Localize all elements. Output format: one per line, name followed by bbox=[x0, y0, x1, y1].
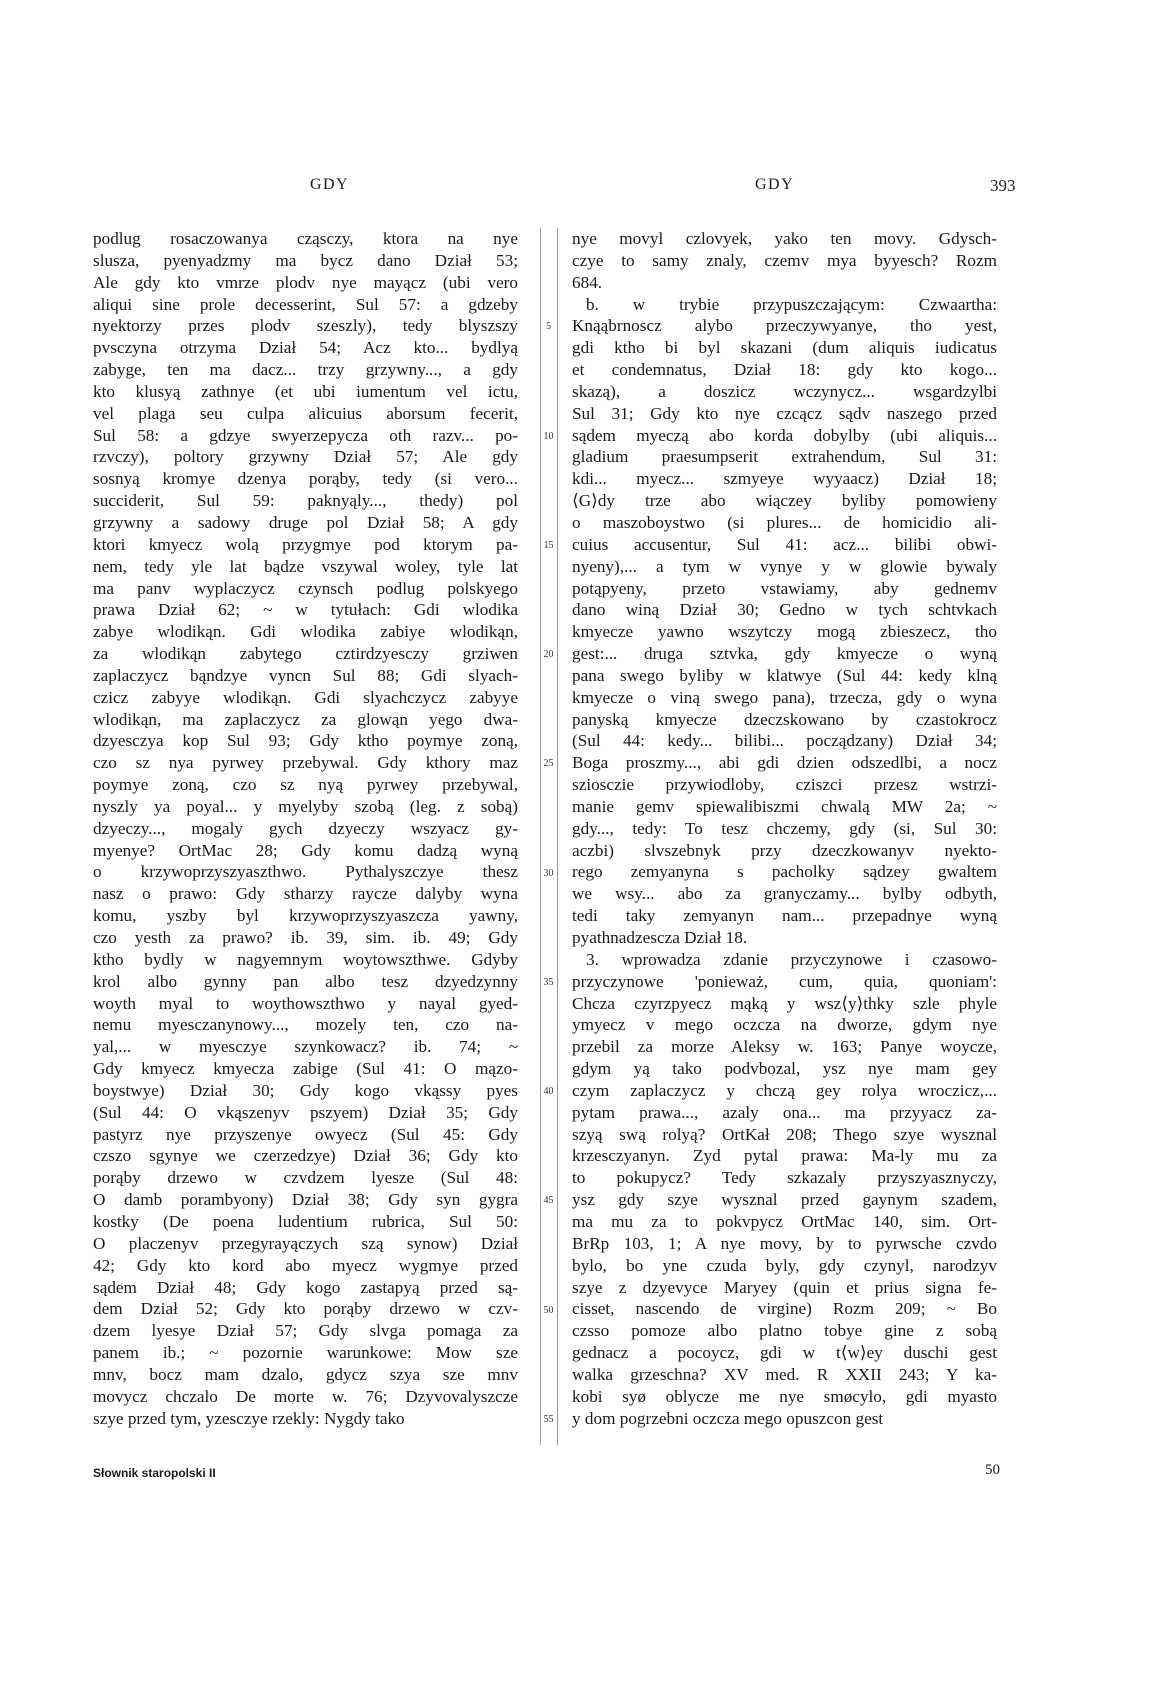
text-line: 42; Gdy kto kord abo myecz wygmye przed bbox=[93, 1255, 518, 1275]
text-line: nyeny),... a tym w vynye y w glowie bywaly bbox=[572, 556, 997, 576]
column-rule-right bbox=[557, 228, 558, 1445]
text-line: boystwye) Dział 30; Gdy kogo vkąssy pyes bbox=[93, 1080, 518, 1100]
text-line: krzesczyanyn. Zyd pytal prawa: Ma-ly mu za bbox=[572, 1146, 997, 1166]
text-line: pytam prawa..., azaly ona... ma przyyacz za- bbox=[572, 1102, 997, 1122]
text-line: kobi syø oblycze me nye smøcylo, gdi myasto bbox=[572, 1386, 997, 1406]
text-line: kmyecze o viną swego pana), trzecza, gdy o wyna bbox=[572, 687, 997, 707]
running-head-left: GDY bbox=[310, 176, 350, 193]
text-line: ktho bydly w nagyemnym woytowszthwe. Gdyby bbox=[93, 949, 518, 969]
text-line: szyą swą rolyą? OrtKał 208; Thego szye wysznal bbox=[572, 1124, 997, 1144]
text-line: o maszoboystwo (si plures... de homicidio ali- bbox=[572, 512, 997, 532]
line-number: 55 bbox=[543, 1413, 554, 1425]
text-line: czo sz nya pyrwey przebywal. Gdy kthory maz bbox=[93, 753, 518, 773]
text-line: ma panv wyplaczycz czynsch podlug polskyego bbox=[93, 578, 518, 598]
text-line: slusza, pyenyadzmy ma bycz dano Dział 53; bbox=[93, 250, 518, 270]
text-line: O damb porambyony) Dział 38; Gdy syn gygra bbox=[93, 1190, 518, 1210]
text-line: zabyge, ten ma dacz... trzy grzywny..., a gdy bbox=[93, 360, 518, 380]
text-line: szye z dzyevyce Maryey (quin et prius signa fe- bbox=[572, 1277, 997, 1297]
text-line: skazą), a doszicz wczynycz... wsgardzylbi bbox=[572, 381, 997, 401]
text-line: prawa Dział 62; ~ w tytułach: Gdi wlodika bbox=[93, 600, 518, 620]
text-line: panyską kmyecze dzeczskowano by czastokrocz bbox=[572, 709, 997, 729]
text-line: y dom pogrzebni oczcza mego opuszcon gest bbox=[572, 1408, 884, 1428]
text-line: czszo sgynye we czerzedzye) Dział 36; Gdy kto bbox=[93, 1146, 518, 1166]
line-number: 35 bbox=[543, 976, 554, 988]
text-line: manie gemv spiewalibiszmi chwalą MW 2a; ~ bbox=[572, 796, 997, 816]
text-line: BrRp 103, 1; A nye movy, by to pyrwsche czvdo bbox=[572, 1233, 997, 1253]
text-line: gdym yą tako podvbozal, ysz nye mam gey bbox=[572, 1059, 997, 1079]
text-line: przyczynowe 'ponieważ, cum, quia, quoniam': bbox=[572, 971, 997, 991]
footer-signature: Słownik staropolski II bbox=[93, 1466, 216, 1480]
text-line: gdy..., tedy: To tesz chczemy, gdy (si, Sul 30: bbox=[572, 818, 997, 838]
text-line: ⟨G⟩dy trze abo wiączey byliby pomowieny bbox=[572, 491, 997, 511]
text-line: mnv, bocz mam dzalo, gdycz szya sze mnv bbox=[93, 1364, 518, 1384]
line-number: 15 bbox=[543, 539, 554, 551]
text-line: czye to samy znaly, czemv mya byyesch? Rozm bbox=[572, 250, 997, 270]
text-line: dzem lyesye Dział 57; Gdy slvga pomaga za bbox=[93, 1321, 518, 1341]
line-number: 20 bbox=[543, 649, 554, 661]
text-line: gdi ktho bi byl skazani (dum aliquis iudicatus bbox=[572, 338, 997, 358]
text-line: ma mu za to pokvpycz OrtMac 140, sim. Ort- bbox=[572, 1211, 997, 1231]
text-line: movycz chczalo De morte w. 76; Dzyvovalyszcze bbox=[93, 1386, 518, 1406]
text-line: czicz zabyye wlodikąn. Gdi slyachczycz zabyye bbox=[93, 687, 518, 707]
text-line: ysz gdy szye wysznal przed gaynym szadem, bbox=[572, 1190, 997, 1210]
text-line: pyathnadzescza Dział 18. bbox=[572, 928, 748, 947]
text-line: to pokupycz? Tedy szkazaly przyszyasznyczy, bbox=[572, 1168, 997, 1188]
text-line: gladium praesumpserit extrahendum, Sul 31: bbox=[572, 447, 997, 467]
text-line: dzyesczya kop Sul 93; Gdy ktho poymye zoną, bbox=[93, 731, 518, 751]
text-line: cisset, nascendo de virgine) Rozm 209; ~ Bo bbox=[572, 1299, 997, 1319]
text-line: O placzenyv przegyrayączych szą synow) Dział bbox=[93, 1233, 518, 1253]
text-line: krol albo gynny pan albo tesz dzyedzynny bbox=[93, 971, 518, 991]
text-line: aczbi) slvszebnyk przy dzeczkowanyv nyekto- bbox=[572, 840, 997, 860]
text-line: nye movyl czlovyek, yako ten movy. Gdysch- bbox=[572, 229, 997, 248]
text-line: za wlodikąn zabytego cztirdzyesczy grziwen bbox=[93, 644, 518, 664]
text-line: rego zemyanyna s pacholky sądzey gwaltem bbox=[572, 862, 997, 882]
text-line: panem ib.; ~ pozornie warunkowe: Mow sze bbox=[93, 1343, 518, 1363]
text-line: pana swego byliby w klatwye (Sul 44: kedy klną bbox=[572, 665, 997, 685]
text-line: 684. bbox=[572, 272, 603, 292]
text-line: (Sul 44: O vkąszenyv pszyem) Dział 35; Gdy bbox=[93, 1102, 518, 1122]
text-line: sosnyą kromye dzenya porąby, tedy (si vero... bbox=[93, 469, 518, 489]
text-line: dano winą Dział 30; Gedno w tych schtvkach bbox=[572, 600, 997, 620]
text-line: potąpyeny, przeto vstawiamy, aby gednemv bbox=[572, 578, 997, 598]
text-line: Boga proszmy..., abi gdi dzien odszedlbi, a nocz bbox=[572, 753, 997, 773]
text-line: rzvczy), poltory grzywny Dział 57; Ale gdy bbox=[93, 447, 518, 467]
text-line: ktori kmyecz wolą przygmye pod ktorym pa- bbox=[93, 534, 518, 554]
text-line: wlodikąn, ma zaplaczycz za glowąn yego dwa- bbox=[93, 709, 518, 729]
text-line: pvsczyna otrzyma Dział 54; Acz kto... bydlyą bbox=[93, 338, 518, 358]
text-line: podlug rosaczowanya cząsczy, ktora na nye bbox=[93, 229, 518, 248]
text-line: Ale gdy kto vmrze plodv nye mayącz (ubi vero bbox=[93, 272, 518, 292]
text-line: woyth myal to woythowszthwo y nayal gyed- bbox=[93, 993, 518, 1013]
text-line: sziosczie przywiodloby, cziszci przesz wstrzi- bbox=[572, 775, 997, 795]
text-line: sądem myeczą abo korda dobylby (ubi aliquis... bbox=[572, 425, 997, 445]
text-line: (Sul 44: kedy... bilibi... począdzany) Dział 34; bbox=[572, 731, 997, 751]
text-line: dem Dział 52; Gdy kto porąby drzewo w czv- bbox=[93, 1299, 518, 1319]
text-line: aliqui sine prole decesserint, Sul 57: a gdzeby bbox=[93, 294, 518, 314]
text-line: Gdy kmyecz kmyecza zabige (Sul 41: O mązo- bbox=[93, 1059, 518, 1079]
text-line: ymyecz v mego oczcza na dworze, gdym nye bbox=[572, 1015, 997, 1035]
text-line: gest:... druga sztvka, gdy kmyecze o wyną bbox=[572, 644, 997, 664]
text-line: b. w trybie przypuszczającym: Czwaartha: bbox=[586, 294, 997, 314]
text-line: poymye zoną, czo sz nyą pyrwey przebywal, bbox=[93, 775, 518, 795]
right-column-text bbox=[572, 228, 997, 1429]
running-head-right: GDY bbox=[755, 176, 795, 193]
text-line: gednacz a pocoycz, gdi w t⟨w⟩ey duschi gest bbox=[572, 1343, 997, 1363]
text-line: kmyecze yawno wszytczy mogą zbieszecz, tho bbox=[572, 622, 997, 642]
text-line: Sul 58: a gdzye swyerzepycza oth razv... po- bbox=[93, 425, 518, 445]
text-line: Sul 31; Gdy kto nye czcącz sądv naszego przed bbox=[572, 403, 997, 423]
text-line: sądem Dział 48; Gdy kogo zastapyą przed są- bbox=[93, 1277, 518, 1297]
text-line: kdi... myecz... szmyeye wyyaacz) Dział 18; bbox=[572, 469, 997, 489]
text-line: tedi taky zemyanyn nam... przepadnye wyną bbox=[572, 906, 997, 926]
line-number: 10 bbox=[543, 430, 554, 442]
text-line: przebil za morze Aleksy w. 163; Panye woycze, bbox=[572, 1037, 997, 1057]
text-line: czo yesth za prawo? ib. 39, sim. ib. 49; Gdy bbox=[93, 928, 518, 947]
text-line: nyszly ya poyal... y myelyby szobą (leg. z sobą) bbox=[93, 796, 518, 816]
left-column-text bbox=[93, 228, 518, 1429]
text-line: kto klusyą zathnye (et ubi iumentum vel ictu, bbox=[93, 381, 518, 401]
text-line: succiderit, Sul 59: paknyąly..., thedy) pol bbox=[93, 491, 518, 511]
text-line: Chcza czyrzpyecz mąką y wsz⟨y⟩thky szle phyle bbox=[572, 993, 997, 1013]
text-line: grzywny a sadowy druge pol Dział 58; A gdy bbox=[93, 512, 518, 532]
text-line: myenye? OrtMac 28; Gdy komu dadzą wyną bbox=[93, 840, 518, 860]
text-line: czsso pomoze albo platno tobye gine z sobą bbox=[572, 1321, 997, 1341]
text-line: we wsy... abo za granyczamy... bylby odbyth, bbox=[572, 884, 997, 904]
text-line: bylo, bo yne czuda byly, gdy czynyl, narodzyv bbox=[572, 1255, 997, 1275]
text-line: pastyrz nye przyszenye owyecz (Sul 45: Gdy bbox=[93, 1124, 518, 1144]
line-number: 5 bbox=[546, 321, 551, 333]
text-line: Knąąbrnoscz alybo przeczywyanye, tho yest, bbox=[572, 316, 997, 336]
text-line: nemu myesczanynowy..., mozely ten, czo na- bbox=[93, 1015, 518, 1035]
text-line: komu, yszby byl krzywoprzyszyaszcza yawny, bbox=[93, 906, 518, 926]
text-line: dzyeczy..., mogaly gych dzyeczy wszyacz gy- bbox=[93, 818, 518, 838]
line-number: 50 bbox=[543, 1304, 554, 1316]
text-line: szye przed tym, yzesczye rzekly: Nygdy tako bbox=[93, 1408, 405, 1428]
text-line: 3. wprowadza zdanie przyczynowe i czasowo- bbox=[586, 949, 997, 969]
line-number: 40 bbox=[543, 1086, 554, 1098]
text-line: walka grzeschna? XV med. R XXII 243; Y ka- bbox=[572, 1364, 997, 1384]
text-line: vel plaga seu culpa alicuius aborsum fecerit, bbox=[93, 403, 518, 423]
column-rule-left bbox=[540, 228, 541, 1445]
text-line: porąby drzewo w czvdzem lyesze (Sul 48: bbox=[93, 1168, 518, 1188]
line-number: 30 bbox=[543, 867, 554, 879]
line-number: 45 bbox=[543, 1195, 554, 1207]
text-line: nem, tedy yle lat bądze vszywal woley, tyle lat bbox=[93, 556, 518, 576]
text-line: nasz o prawo: Gdy stharzy raycze dalyby wyna bbox=[93, 884, 518, 904]
text-line: kostky (De poena ludentium rubrica, Sul 50: bbox=[93, 1211, 518, 1231]
text-line: yal,... w myesczye szynkowacz? ib. 74; ~ bbox=[93, 1037, 518, 1057]
text-line: et condemnatus, Dział 18: gdy kto kogo... bbox=[572, 360, 997, 380]
line-number: 25 bbox=[543, 758, 554, 770]
page-number: 393 bbox=[990, 176, 1016, 195]
text-line: o krzywoprzyszyaszthwo. Pythalyszczye thesz bbox=[93, 862, 518, 882]
text-line: zabye wlodikąn. Gdi wlodika zabiye wlodikąn, bbox=[93, 622, 518, 642]
text-line: zaplaczycz bąndzye vyncn Sul 88; Gdi slyach- bbox=[93, 665, 518, 685]
footer-sheet-number: 50 bbox=[985, 1462, 1000, 1478]
text-line: czym zaplaczycz y chczą gey rolya wroczicz,... bbox=[572, 1080, 997, 1100]
text-line: cuius accusentur, Sul 41: acz... bilibi obwi- bbox=[572, 534, 997, 554]
text-line: nyektorzy przes plodv szeszly), tedy blyszszy bbox=[93, 316, 518, 336]
